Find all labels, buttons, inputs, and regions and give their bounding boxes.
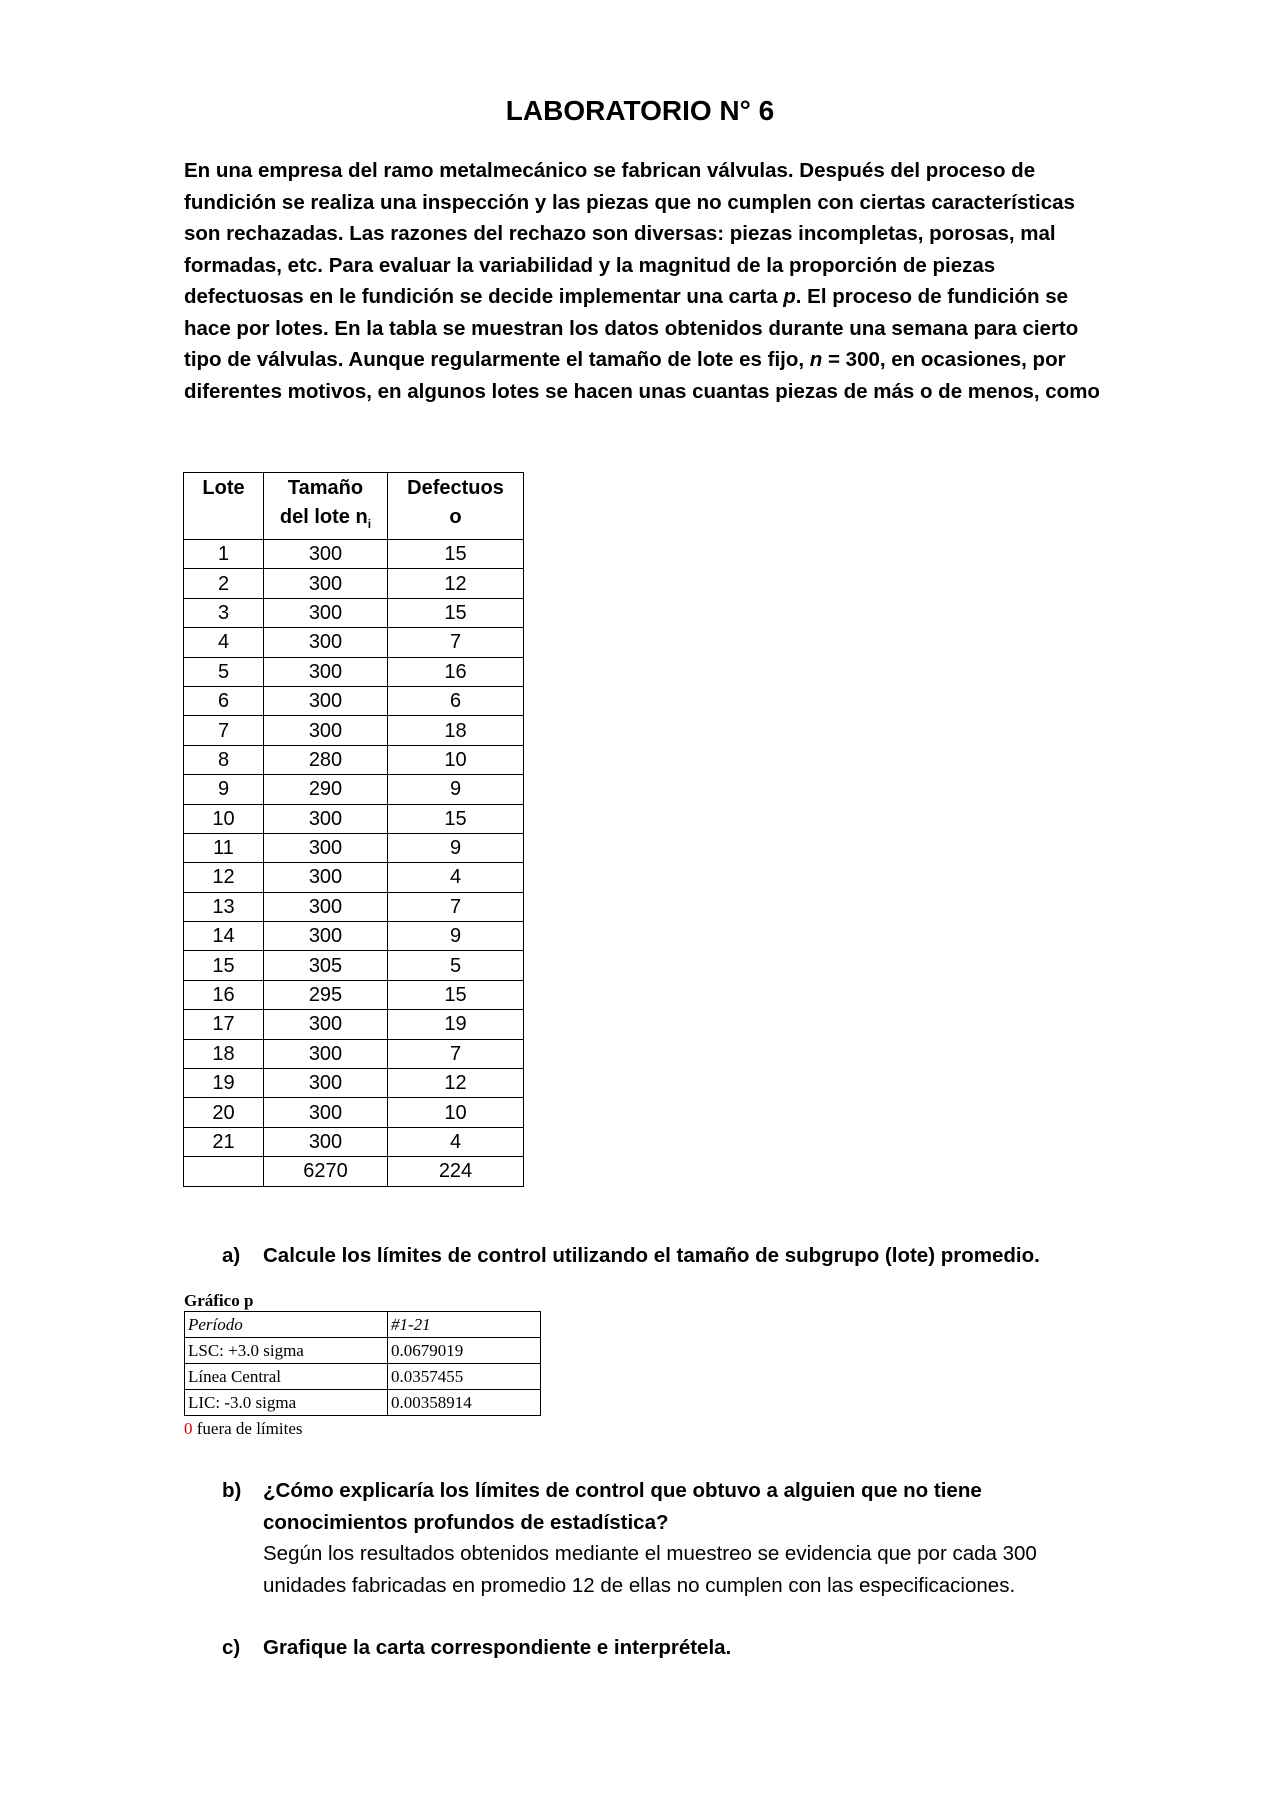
table-row — [184, 922, 524, 951]
intro-line: tipo de válvulas. Aunque regularmente el tamaño de lote es fijo, n = 300, en ocasiones, por — [184, 348, 1066, 371]
tamano-cell: 280 — [264, 745, 388, 774]
table-row — [184, 980, 524, 1009]
lote-cell: 16 — [184, 980, 264, 1009]
header-lote: Lote — [184, 473, 264, 540]
header-tamano — [264, 473, 388, 540]
header-defectuoso — [388, 473, 524, 540]
intro-line: En una empresa del ramo metalmecánico se fabrican válvulas. Después del proceso de — [184, 159, 1036, 182]
limits-cell: LSC: +3.0 sigma — [185, 1338, 388, 1364]
tamano-cell: 300 — [264, 657, 388, 686]
intro-paragraph — [184, 155, 1104, 407]
lote-cell: 1 — [184, 540, 264, 569]
out-of-limits-label: fuera de límites — [192, 1419, 303, 1438]
lote-cell: 8 — [184, 745, 264, 774]
lote-cell: 5 — [184, 657, 264, 686]
out-of-limits-note — [184, 1418, 541, 1440]
intro-line: fundición se realiza una inspección y las piezas que no cumplen con ciertas características — [184, 190, 1075, 214]
table-row — [184, 598, 524, 627]
table-row — [184, 833, 524, 862]
question-a-text: Calcule los límites de control utilizando el tamaño de subgrupo (lote) promedio. — [263, 1244, 1040, 1267]
defectuoso-cell: 9 — [388, 775, 524, 804]
table-row — [184, 657, 524, 686]
lots-table-body — [184, 540, 524, 1187]
lote-cell: 10 — [184, 804, 264, 833]
tamano-cell: 290 — [264, 775, 388, 804]
defectuoso-cell: 7 — [388, 892, 524, 921]
answer-b-line: unidades fabricadas en promedio 12 de ellas no cumplen con las especificaciones. — [263, 1573, 1016, 1597]
totals-defectuoso-cell: 224 — [388, 1157, 524, 1186]
header-tamano-line1: Tamaño — [287, 477, 364, 499]
question-b-line: ¿Cómo explicaría los límites de control que obtuvo a alguien que no tiene — [263, 1479, 982, 1502]
defectuoso-cell: 19 — [388, 1010, 524, 1039]
lote-cell: 9 — [184, 775, 264, 804]
tamano-cell: 300 — [264, 686, 388, 715]
lote-cell: 7 — [184, 716, 264, 745]
table-row — [184, 1069, 524, 1098]
page-title: LABORATORIO N° 6 — [505, 95, 775, 126]
question-a-label: a) — [222, 1244, 241, 1267]
tamano-cell: 300 — [264, 569, 388, 598]
tamano-cell: 295 — [264, 980, 388, 1009]
table-row — [184, 951, 524, 980]
tamano-cell: 300 — [264, 716, 388, 745]
table-row — [184, 745, 524, 774]
tamano-cell: 300 — [264, 540, 388, 569]
defectuoso-cell: 10 — [388, 745, 524, 774]
table-row — [184, 775, 524, 804]
tamano-cell: 300 — [264, 1010, 388, 1039]
tamano-cell: 300 — [264, 1069, 388, 1098]
table-row — [184, 686, 524, 715]
table-row — [184, 1039, 524, 1068]
tamano-cell: 300 — [264, 833, 388, 862]
totals-empty-cell — [184, 1157, 264, 1186]
intro-line: diferentes motivos, en algunos lotes se hacen unas cuantas piezas de más o de menos, como — [184, 379, 1100, 403]
tamano-cell: 300 — [264, 922, 388, 951]
table-row — [184, 804, 524, 833]
lots-table — [183, 472, 524, 1187]
table-row — [185, 1338, 541, 1364]
intro-line: son rechazadas. Las razones del rechazo son diversas: piezas incompletas, porosas, mal — [184, 222, 1056, 245]
out-of-limits-count: 0 — [184, 1419, 193, 1438]
lote-cell: 12 — [184, 863, 264, 892]
intro-line: hace por lotes. En la tabla se muestran los datos obtenidos durante una semana para cierto — [184, 316, 1079, 340]
tamano-cell: 300 — [264, 598, 388, 627]
lote-cell: 20 — [184, 1098, 264, 1127]
table-row — [184, 892, 524, 921]
table-header-row — [184, 473, 524, 540]
tamano-cell: 300 — [264, 804, 388, 833]
lote-cell: 21 — [184, 1127, 264, 1156]
totals-row — [184, 1157, 524, 1186]
defectuoso-cell: 4 — [388, 863, 524, 892]
tamano-cell: 300 — [264, 863, 388, 892]
intro-line: formadas, etc. Para evaluar la variabilidad y la magnitud de la proporción de piezas — [184, 253, 996, 277]
defectuoso-cell: 18 — [388, 716, 524, 745]
table-row — [184, 628, 524, 657]
tamano-cell: 300 — [264, 628, 388, 657]
table-row — [184, 540, 524, 569]
limits-cell: Línea Central — [185, 1364, 388, 1390]
defectuoso-cell: 15 — [388, 980, 524, 1009]
lote-cell: 3 — [184, 598, 264, 627]
table-row — [185, 1390, 541, 1416]
defectuoso-cell: 4 — [388, 1127, 524, 1156]
p-chart-limits — [184, 1291, 541, 1440]
tamano-cell: 300 — [264, 1127, 388, 1156]
question-b-body — [263, 1475, 1103, 1601]
lote-cell: 4 — [184, 628, 264, 657]
header-tamano-line2: del lote n — [279, 506, 368, 528]
question-c-text: Grafique la carta correspondiente e interprétela. — [263, 1636, 732, 1659]
lote-cell: 17 — [184, 1010, 264, 1039]
defectuoso-cell: 12 — [388, 569, 524, 598]
defectuoso-cell: 15 — [388, 804, 524, 833]
question-b-line: conocimientos profundos de estadística? — [263, 1510, 669, 1534]
lote-cell: 11 — [184, 833, 264, 862]
defectuoso-cell: 6 — [388, 686, 524, 715]
table-row — [185, 1312, 541, 1338]
table-row — [184, 716, 524, 745]
table-row — [184, 569, 524, 598]
limits-cell: LIC: -3.0 sigma — [185, 1390, 388, 1416]
defectuoso-cell: 5 — [388, 951, 524, 980]
limits-cell: 0.0679019 — [388, 1338, 541, 1364]
defectuoso-cell: 16 — [388, 657, 524, 686]
table-row — [184, 1010, 524, 1039]
lote-cell: 2 — [184, 569, 264, 598]
lote-cell: 13 — [184, 892, 264, 921]
totals-tamano-cell: 6270 — [264, 1157, 388, 1186]
defectuoso-cell: 9 — [388, 833, 524, 862]
limits-cell: Período — [185, 1312, 388, 1338]
lote-cell: 6 — [184, 686, 264, 715]
intro-line: defectuosas en le fundición se decide implementar una carta p. El proceso de fundición se — [184, 285, 1069, 308]
tamano-cell: 300 — [264, 1098, 388, 1127]
question-b-label: b) — [222, 1479, 242, 1502]
defectuoso-cell: 12 — [388, 1069, 524, 1098]
tamano-cell: 300 — [264, 892, 388, 921]
question-c-label: c) — [222, 1636, 241, 1659]
table-row — [184, 863, 524, 892]
defectuoso-cell: 10 — [388, 1098, 524, 1127]
defectuoso-cell: 7 — [388, 628, 524, 657]
defectuoso-cell: 15 — [388, 598, 524, 627]
header-defect-line1: Defectuos — [407, 477, 504, 499]
tamano-cell: 305 — [264, 951, 388, 980]
defectuoso-cell: 15 — [388, 540, 524, 569]
answer-b-line: Según los resultados obtenidos mediante el muestreo se evidencia que por cada 300 — [263, 1542, 1037, 1565]
table-row — [184, 1098, 524, 1127]
limits-cell: 0.00358914 — [388, 1390, 541, 1416]
p-chart-limits-table — [184, 1311, 541, 1416]
table-row — [185, 1364, 541, 1390]
lote-cell: 18 — [184, 1039, 264, 1068]
limits-cell: 0.0357455 — [388, 1364, 541, 1390]
lote-cell: 15 — [184, 951, 264, 980]
defectuoso-cell: 7 — [388, 1039, 524, 1068]
table-row — [184, 1127, 524, 1156]
defectuoso-cell: 9 — [388, 922, 524, 951]
tamano-cell: 300 — [264, 1039, 388, 1068]
lote-cell: 19 — [184, 1069, 264, 1098]
header-tamano-sub: i — [367, 517, 372, 531]
p-chart-title: Gráfico p — [184, 1291, 254, 1310]
limits-cell: #1-21 — [388, 1312, 541, 1338]
lote-cell: 14 — [184, 922, 264, 951]
header-defect-line2: o — [449, 506, 462, 528]
